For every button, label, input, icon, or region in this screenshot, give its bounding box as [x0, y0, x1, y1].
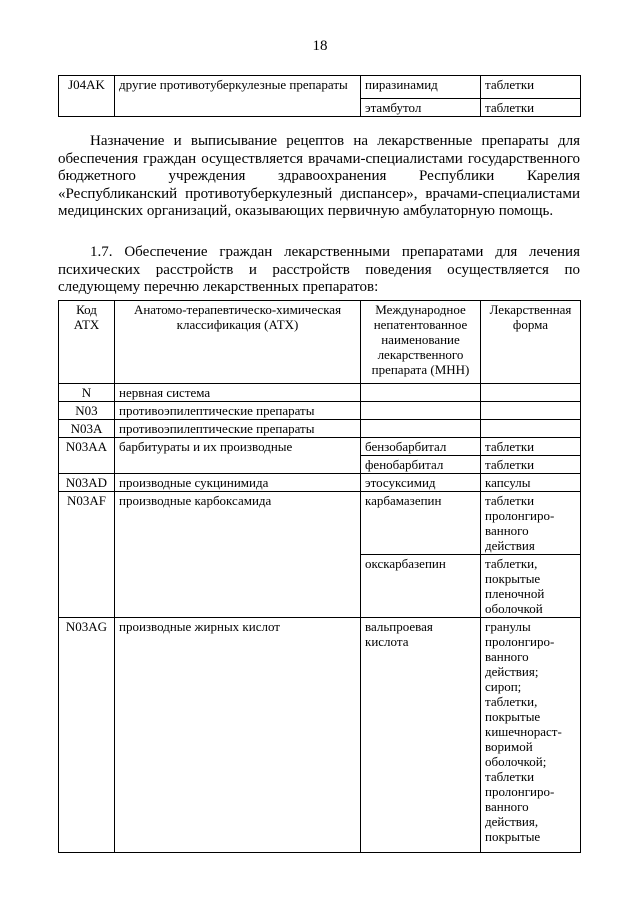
- mnn-cell: этосуксимид: [361, 474, 481, 492]
- form-cell: таблетки: [481, 99, 581, 117]
- mnn-cell: [361, 420, 481, 438]
- mnn-cell: бензобарбитал: [361, 438, 481, 456]
- atc-group-cell: противоэпилептические препараты: [115, 402, 361, 420]
- form-cell: гранулы пролонгиро-ванного действия; сироп; таблетки, покрытые кишечнораст-воримой оболочкой; таблетки пролонгиро-ванного действия, покрытые: [481, 618, 581, 853]
- atc-code-cell: N03AA: [59, 438, 115, 474]
- form-cell: капсулы: [481, 474, 581, 492]
- header-mnn: Международное непатентованное наименование лекарственного препарата (МНН): [361, 301, 481, 384]
- mnn-cell: окскарбазепин: [361, 555, 481, 618]
- form-cell: таблетки, покрытые пленочной оболочкой: [481, 555, 581, 618]
- mnn-cell: фенобарбитал: [361, 456, 481, 474]
- table-row: [59, 618, 581, 853]
- paragraph-prescription: Назначение и выписывание рецептов на лекарственные препараты для обеспечения граждан осуществляется врачами-специалистами государственного бюджетного учреждения здравоохранения Республики Карелия «Республиканский противотуберкулезный диспансер», врачами-специалистами медицинских организаций, оказывающих первичную амбулаторную помощь.: [58, 133, 580, 220]
- table-row: [59, 474, 581, 492]
- atc-group-cell: производные сукцинимида: [115, 474, 361, 492]
- table-row: [59, 492, 581, 555]
- form-cell: таблетки: [481, 456, 581, 474]
- form-cell: [481, 384, 581, 402]
- top-table: [58, 75, 581, 117]
- header-code: Код АТХ: [59, 301, 115, 384]
- atc-code-cell: N03: [59, 402, 115, 420]
- paragraph-1-7: 1.7. Обеспечение граждан лекарственными препаратами для лечения психических расстройств и расстройств поведения осуществляется по следующему перечню лекарственных препаратов:: [58, 244, 580, 296]
- mnn-cell: карбамазепин: [361, 492, 481, 555]
- form-cell: таблетки пролонгиро-ванного действия: [481, 492, 581, 555]
- atc-group-cell: производные жирных кислот: [115, 618, 361, 853]
- table-row: [59, 402, 581, 420]
- atc-code-cell: N03AD: [59, 474, 115, 492]
- table-row: [59, 420, 581, 438]
- table-row: [59, 438, 581, 456]
- form-cell: [481, 420, 581, 438]
- atc-group-cell: противоэпилептические препараты: [115, 420, 361, 438]
- mnn-cell: пиразинамид: [361, 76, 481, 99]
- atc-group-cell: нервная система: [115, 384, 361, 402]
- form-cell: таблетки: [481, 438, 581, 456]
- table-header-row: [59, 301, 581, 384]
- table-row: [59, 384, 581, 402]
- mnn-cell: [361, 402, 481, 420]
- form-cell: таблетки: [481, 76, 581, 99]
- atc-group-cell: другие противотуберкулезные препараты: [115, 76, 361, 117]
- atc-code-cell: N: [59, 384, 115, 402]
- medication-table: [58, 300, 581, 853]
- atc-group-cell: барбитураты и их производные: [115, 438, 361, 474]
- mnn-cell: вальпроевая кислота: [361, 618, 481, 853]
- table-row: [59, 76, 581, 99]
- header-group: Анатомо-терапевтическо-химическая классификация (АТХ): [115, 301, 361, 384]
- atc-code-cell: N03AF: [59, 492, 115, 618]
- atc-code-cell: J04AK: [59, 76, 115, 117]
- form-cell: [481, 402, 581, 420]
- mnn-cell: [361, 384, 481, 402]
- atc-code-cell: N03A: [59, 420, 115, 438]
- atc-code-cell: N03AG: [59, 618, 115, 853]
- atc-group-cell: производные карбоксамида: [115, 492, 361, 618]
- header-form: Лекарственная форма: [481, 301, 581, 384]
- page-number: 18: [312, 38, 328, 54]
- mnn-cell: этамбутол: [361, 99, 481, 117]
